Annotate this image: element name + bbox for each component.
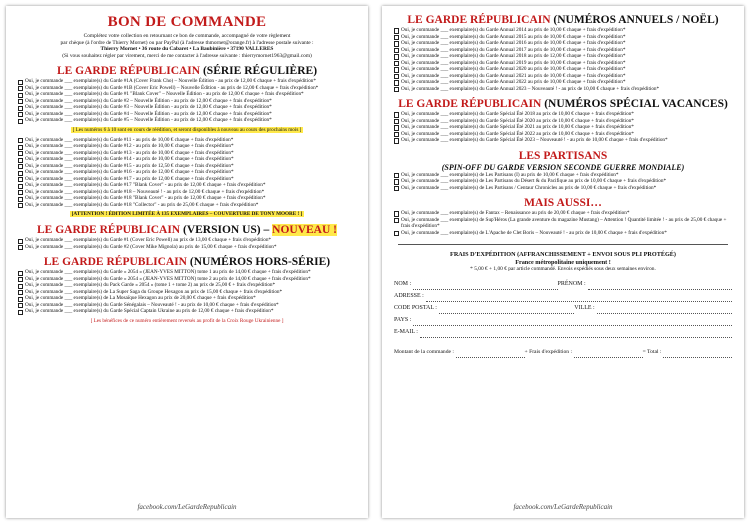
- section-title-red: LE GARDE RÉPUBLICAIN: [36, 224, 181, 237]
- order-item[interactable]: Oui, je commande ___ exemplaire(s) de Les Partisans (I) au prix de 10,00 € chaque + frais d'expédition*: [394, 172, 732, 179]
- intro-address: Thierry Mornet • 36 route du Cabaret • La Baubinière • 37190 VALLERES: [100, 46, 274, 53]
- order-item[interactable]: Oui, je commande ___ exemplaire(s) du Garde Annual 2021 au prix de 10,00 € chaque + frais d'expédition*: [394, 73, 732, 80]
- order-item[interactable]: Oui, je commande ___ exemplaire(s) du Garde Annual 2018 au prix de 12,00 € chaque + frais d'expédition*: [394, 53, 732, 60]
- section-title-red: LE GARDE RÉPUBLICAIN: [398, 98, 542, 110]
- order-item[interactable]: Oui, je commande ___ exemplaire(s) du Garde Annual 2019 au prix de 10,00 € chaque + frais d'expédition*: [394, 60, 732, 67]
- order-item[interactable]: Oui, je commande ___ exemplaire(s) de Les Partisans / Centaur Chronicles au prix de 10,00 € chaque + frais d'expédition*: [394, 185, 732, 192]
- order-item[interactable]: Oui, je commande ___ exemplaire(s) du Garde #15 - au prix de 12,50 € chaque + frais d'expédition*: [18, 163, 356, 170]
- order-item[interactable]: Oui, je commande ___ exemplaire(s) de Les Partisans du Désert & du Pacifique au prix de 10,00 € chaque + frais d'expédition*: [394, 178, 732, 185]
- section-aussi: [394, 197, 732, 236]
- reedition-note-text: [ Les numéros 6 à 10 sont en cours de réédition, et seront disponibles à nouveau au cours des prochains mois ]: [72, 126, 302, 133]
- order-item[interactable]: Oui, je commande ___ exemplaire(s) du Garde #2 – Nouvelle Édition - au prix de 12,00 € chaque + frais d'expédition*: [18, 98, 356, 105]
- frais-field[interactable]: [574, 348, 643, 358]
- code-postal-label: CODE POSTAL :: [394, 305, 437, 312]
- intro-line: par chèque (à l'ordre de Thierry Mornet) ou par PayPal (à l'adresse thmornet@orange.fr) à l'adresse postale suivante :: [60, 39, 314, 46]
- montant-label: Montant de la commande :: [394, 349, 454, 356]
- order-item[interactable]: Oui, je commande ___ exemplaire(s) du Garde #14 - au prix de 10,00 € chaque + frais d'expédition*: [18, 156, 356, 163]
- intro-line: (Si vous souhaitez régler par virement, merci de me contacter à l'adresse suivante : thierrymornet1963@gmail.com): [62, 52, 312, 59]
- charity-note: [ Les bénéfices de ce numéro entièrement reversés au profit de la Croix Rouge Ukrainienne ]: [90, 317, 284, 324]
- section-subtitle: (SPIN-OFF DU GARDE VERSION SECONDE GUERRE MONDIALE): [441, 162, 685, 172]
- adresse-label: ADRESSE :: [394, 293, 424, 300]
- order-item[interactable]: Oui, je commande ___ exemplaire(s) du Garde Spécial Été 2020 au prix de 10,00 € chaque + frais d'expédition*: [394, 118, 732, 125]
- page-title: BON DE COMMANDE: [107, 14, 267, 30]
- frais-label: + Frais d'expédition :: [524, 349, 573, 356]
- order-item[interactable]: Oui, je commande ___ exemplaire(s) du Garde Spécial Été 2023 – Nouveauté ! - au prix de 10,00 € chaque + frais d'expédition*: [394, 137, 732, 144]
- total-label: = Total :: [642, 349, 662, 356]
- section-us: [18, 224, 356, 250]
- order-item[interactable]: Oui, je commande ___ exemplaire(s) du Garde #2 (Cover Mike Mignola) au prix de 15,00 € chaque + frais d'expédition*: [18, 244, 356, 251]
- order-list: [394, 27, 732, 92]
- attention-note: [18, 211, 356, 218]
- montant-field[interactable]: [456, 348, 525, 358]
- order-item[interactable]: Oui, je commande ___ exemplaire(s) du Garde Annual 2017 au prix de 10,00 € chaque + frais d'expédition*: [394, 47, 732, 54]
- shipping-info: [394, 251, 732, 273]
- order-item[interactable]: Oui, je commande ___ exemplaire(s) de L'Apache de Clet Boris – Nouveauté ! - au prix de 10,00 € chaque + frais d'expédition*: [394, 230, 732, 237]
- attention-note-text: [ATTENTION ! ÉDITION LIMITÉE À 135 EXEMPLAIRES – COUVERTURE DE TONY MOORE ! ]: [71, 211, 303, 218]
- order-item[interactable]: Oui, je commande ___ exemplaire(s) du Garde #18 "Blank Cover" - au prix de 12,00 € chaque + frais d'expédition*: [18, 195, 356, 202]
- ville-field[interactable]: [597, 304, 732, 314]
- order-item[interactable]: Oui, je commande ___ exemplaire(s) du Garde Annual 2015 au prix de 10,00 € chaque + frais d'expédition*: [394, 34, 732, 41]
- order-item[interactable]: Oui, je commande ___ exemplaire(s) du Garde « 2054 » (JEAN-YVES MITTON) tome 1 au prix de 14,00 € chaque + frais d'expédition*: [18, 269, 356, 276]
- left-page: [6, 6, 368, 518]
- section-vacances: [394, 98, 732, 144]
- order-item[interactable]: Oui, je commande ___ exemplaire(s) du Garde #3 – Nouvelle Édition - au prix de 12,00 € chaque + frais d'expédition*: [18, 104, 356, 111]
- section-annuels: [394, 14, 732, 92]
- order-item[interactable]: Oui, je commande ___ exemplaire(s) du Garde Spécial Été 2021 au prix de 10,00 € chaque + frais d'expédition*: [394, 124, 732, 131]
- order-item[interactable]: Oui, je commande ___ exemplaire(s) du Garde Sénégalais – Nouveauté ! - au prix de 10,00 € chaque + frais d'expédition*: [18, 302, 356, 309]
- section-title: [394, 14, 732, 27]
- order-item[interactable]: Oui, je commande ___ exemplaire(s) du Garde #5 – Nouvelle Édition - au prix de 12,00 € chaque + frais d'expédition*: [18, 117, 356, 124]
- section-title-red: LE GARDE RÉPUBLICAIN: [407, 14, 551, 26]
- order-item[interactable]: Oui, je commande ___ exemplaire(s) du Garde #13 - au prix de 10,00 € chaque + frais d'expédition*: [18, 150, 356, 157]
- total-field[interactable]: [663, 348, 732, 358]
- order-item[interactable]: Oui, je commande ___ exemplaire(s) du Garde Annual 2020 au prix de 10,00 € chaque + frais d'expédition*: [394, 66, 732, 73]
- section-hors-serie: [18, 256, 356, 325]
- section-title-black: (NUMÉROS ANNUELS / NOËL): [553, 14, 719, 26]
- section-title-red: LE GARDE RÉPUBLICAIN: [56, 65, 201, 78]
- order-item[interactable]: Oui, je commande ___ exemplaire(s) de Fantax – Renaissance au prix de 20,00 € chaque + frais d'expédition*: [394, 210, 732, 217]
- order-item[interactable]: Oui, je commande ___ exemplaire(s) du Garde Annual 2016 au prix de 10,00 € chaque + frais d'expédition*: [394, 40, 732, 47]
- section-title-new: NOUVEAU !: [272, 224, 337, 237]
- order-list: [18, 269, 356, 315]
- order-item[interactable]: Oui, je commande ___ exemplaire(s) de La Super Saga du Groupe Hexagon au prix de 15,00 € chaque + frais d'expédition*: [18, 289, 356, 296]
- section-title: MAIS AUSSI…: [524, 197, 602, 209]
- order-item[interactable]: Oui, je commande ___ exemplaire(s) du Garde #1A (Cover Frank Cho) – Nouvelle Édition - au prix de 12,00 € chaque + frais d'expédition*: [18, 78, 356, 85]
- order-item[interactable]: Oui, je commande ___ exemplaire(s) du Garde Annual 2014 au prix de 10,00 € chaque + frais d'expédition*: [394, 27, 732, 34]
- facebook-link[interactable]: facebook.com/LeGardeRepublicain: [137, 503, 237, 511]
- section-partisans: [394, 150, 732, 192]
- order-item[interactable]: Oui, je commande ___ exemplaire(s) du Garde #1B (Cover Eric Powell) – Nouvelle Édition - au prix de 12,00 € chaque + frais d'expédition*: [18, 85, 356, 92]
- intro: [18, 33, 356, 59]
- right-page: [382, 6, 744, 518]
- facebook-link[interactable]: facebook.com/LeGardeRepublicain: [513, 503, 613, 511]
- order-item[interactable]: Oui, je commande ___ exemplaire(s) de Sup'Héros (La grande aventure du magazine Mustang) – Attention ! Quantité limitée ! - au prix de 25,00 € chaque + frais d'expédition*: [394, 217, 732, 230]
- pays-label: PAYS :: [394, 317, 412, 324]
- section-title: [18, 65, 356, 78]
- order-item[interactable]: Oui, je commande ___ exemplaire(s) de La Mosaïque Hexagon au prix de 20,00 € chaque + frais d'expédition*: [18, 295, 356, 302]
- code-postal-field[interactable]: [439, 304, 574, 314]
- shipping-title: FRAIS D'EXPÉDITION (AFFRANCHISSEMENT + ENVOI SOUS PLI PROTÉGÉ): [450, 251, 676, 258]
- section-title: [18, 224, 356, 237]
- section-title-red: LE GARDE RÉPUBLICAIN: [43, 256, 187, 269]
- order-list: [18, 237, 356, 250]
- customer-form: [394, 278, 732, 358]
- order-item[interactable]: Oui, je commande ___ exemplaire(s) du Garde #1 "Blank Cover" – Nouvelle Édition - au prix de 12,00 € chaque + frais d'expédition*: [18, 91, 356, 98]
- section-title: [18, 256, 356, 269]
- email-label: E-MAIL :: [394, 329, 418, 336]
- nom-field[interactable]: [413, 280, 557, 290]
- order-list: [394, 210, 732, 236]
- section-title-black: (NUMÉROS SPÉCIAL VACANCES): [544, 98, 728, 110]
- section-serie: [18, 65, 356, 218]
- order-item[interactable]: Oui, je commande ___ exemplaire(s) du Garde #1 (Cover Eric Powell) au prix de 13,00 € chaque + frais d'expédition*: [18, 237, 356, 244]
- section-title-black: (NUMÉROS HORS-SÉRIE): [189, 256, 331, 269]
- section-title: [394, 98, 732, 111]
- shipping-detail: * 5,00 € + 1,00 € par article commandé. Envois expédiés sous deux semaines environ.: [470, 266, 656, 273]
- order-list: [394, 111, 732, 144]
- ville-label: VILLE :: [574, 305, 595, 312]
- order-item[interactable]: Oui, je commande ___ exemplaire(s) du Garde Spécial Été 2022 au prix de 10,00 € chaque + frais d'expédition*: [394, 131, 732, 138]
- order-item[interactable]: Oui, je commande ___ exemplaire(s) du Garde Spécial Été 2018 au prix de 10,00 € chaque + frais d'expédition*: [394, 111, 732, 118]
- order-list: [18, 78, 356, 124]
- order-item[interactable]: Oui, je commande ___ exemplaire(s) du Garde #17 - au prix de 12,00 € chaque + frais d'expédition*: [18, 176, 356, 183]
- prenom-label: PRÉNOM :: [557, 281, 586, 288]
- order-item[interactable]: Oui, je commande ___ exemplaire(s) du Garde #12 - au prix de 10,00 € chaque + frais d'expédition*: [18, 143, 356, 150]
- order-item[interactable]: Oui, je commande ___ exemplaire(s) du Garde #16 - au prix de 12,00 € chaque + frais d'expédition*: [18, 169, 356, 176]
- order-item[interactable]: Oui, je commande ___ exemplaire(s) du Garde #17 "Blank Cover" - au prix de 12,00 € chaque + frais d'expédition*: [18, 182, 356, 189]
- section-title: LES PARTISANS: [518, 149, 608, 162]
- intro-line: Complétez votre collection en retournant ce bon de commande, accompagné de votre règlement: [83, 33, 291, 39]
- shipping-region: France métropolitaine uniquement !: [515, 258, 611, 266]
- order-item[interactable]: Oui, je commande ___ exemplaire(s) du Garde #18 "Collector" - au prix de 25,00 € chaque + frais d'expédition*: [18, 202, 356, 209]
- order-item[interactable]: Oui, je commande ___ exemplaire(s) du Garde Annual 2022 au prix de 10,00 € chaque + frais d'expédition*: [394, 79, 732, 86]
- order-item[interactable]: Oui, je commande ___ exemplaire(s) du Garde Annual 2023 – Nouveauté ! - au prix de 10,00 € chaque + frais d'expédition*: [394, 86, 732, 93]
- order-list: [18, 137, 356, 209]
- email-field[interactable]: [420, 328, 732, 338]
- order-item[interactable]: Oui, je commande ___ exemplaire(s) du Garde Spécial Captain Ukraine au prix de 12,00 € chaque + frais d'expédition*: [18, 308, 356, 315]
- nom-label: NOM :: [394, 281, 412, 288]
- divider: [398, 244, 728, 245]
- order-item[interactable]: Oui, je commande ___ exemplaire(s) du Pack Garde « 2054 » (tome 1 + tome 2) au prix de 25,00 € + frais d'expédition*: [18, 282, 356, 289]
- order-item[interactable]: Oui, je commande ___ exemplaire(s) du Garde #11 - au prix de 10,00 € chaque + frais d'expédition*: [18, 137, 356, 144]
- pays-field[interactable]: [413, 316, 732, 326]
- order-item[interactable]: Oui, je commande ___ exemplaire(s) du Garde « 2054 » (JEAN-YVES MITTON) tome 2 au prix de 14,00 € chaque + frais d'expédition*: [18, 276, 356, 283]
- reedition-note: [18, 127, 356, 134]
- prenom-field[interactable]: [588, 280, 732, 290]
- order-item[interactable]: Oui, je commande ___ exemplaire(s) du Garde #4 – Nouvelle Édition - au prix de 12,00 € chaque + frais d'expédition*: [18, 111, 356, 118]
- order-item[interactable]: Oui, je commande ___ exemplaire(s) du Garde #18 – Nouveauté ! - au prix de 12,00 € chaque + frais d'expédition*: [18, 189, 356, 196]
- adresse-field[interactable]: [426, 292, 732, 302]
- section-title-black: (VERSION US) –: [183, 224, 270, 237]
- order-list: [394, 172, 732, 192]
- section-title-black: (SÉRIE RÉGULIÈRE): [202, 65, 318, 78]
